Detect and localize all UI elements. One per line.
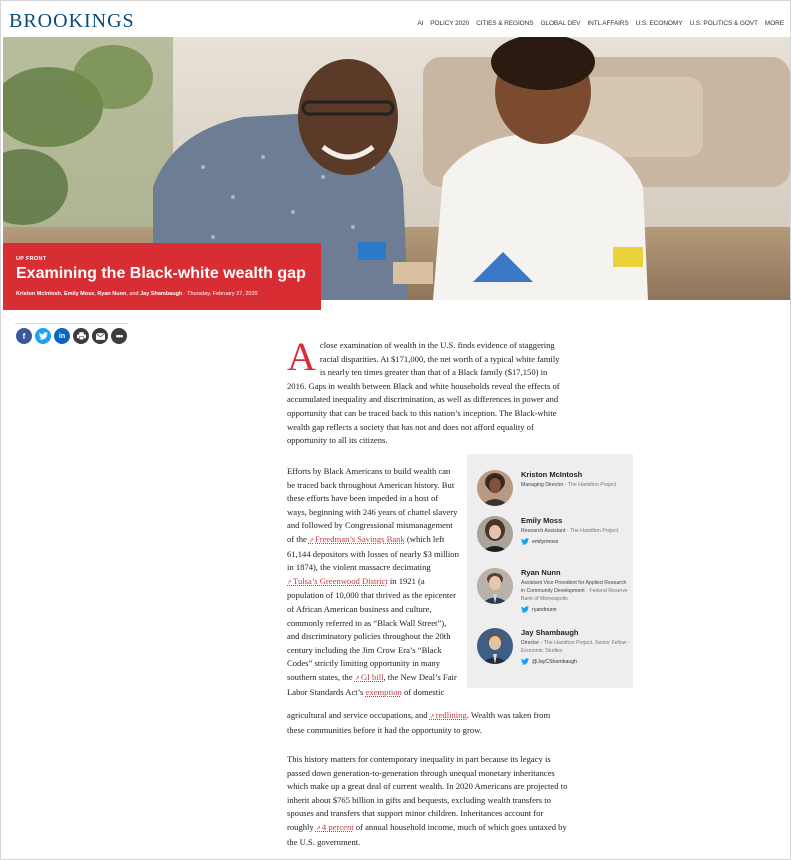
nav-item-policy-2020[interactable]: POLICY 2020	[430, 20, 470, 27]
author-twitter-link[interactable]	[521, 658, 631, 665]
link-gi-bill[interactable]	[355, 672, 384, 682]
author-name[interactable]: Jay Shambaugh	[521, 628, 579, 637]
author-name[interactable]: Ryan Nunn	[521, 568, 561, 577]
link-4-percent[interactable]	[316, 822, 354, 832]
link-text: GI bill	[360, 671, 384, 682]
publish-date: Thursday, February 27, 2020	[187, 291, 258, 297]
author-twitter-link[interactable]	[521, 538, 631, 545]
author-twitter-link[interactable]	[521, 606, 631, 613]
email-icon[interactable]	[92, 328, 108, 344]
link-tulsa-greenwood-district[interactable]	[287, 576, 388, 586]
author-title: Assistant Vice President for Applied Research in Community Development	[521, 580, 627, 594]
brookings-logo[interactable]: BROOKINGS	[9, 10, 135, 32]
article-title: Examining the Black-white wealth gap	[16, 265, 306, 282]
author-title: Managing Director	[521, 482, 564, 488]
twitter-icon[interactable]	[35, 328, 51, 344]
author-info	[521, 568, 631, 613]
authors-box	[467, 454, 633, 688]
paragraph-text: of annual household income, much of which goes untaxed by the U.S. government.	[287, 821, 567, 847]
link-text: Freedman’s Savings Bank	[315, 533, 405, 544]
avatar[interactable]	[477, 516, 513, 552]
byline-author-nunn[interactable]: Ryan Nunn	[97, 291, 127, 297]
twitter-icon	[521, 538, 529, 545]
byline-separator: ,	[60, 291, 64, 297]
author-info	[521, 470, 631, 489]
link-freedmans-savings-bank[interactable]	[309, 534, 405, 544]
nav-item-more[interactable]: MORE	[764, 20, 784, 27]
share-bar	[16, 328, 127, 344]
author-role	[521, 579, 631, 603]
nav-item-us-economy[interactable]: U.S. ECONOMY	[635, 20, 683, 27]
drop-cap: A	[287, 334, 316, 379]
nav-item-cities-regions[interactable]: CITIES & REGIONS	[476, 20, 534, 27]
byline-separator: ,	[94, 291, 98, 297]
author-info	[521, 628, 631, 665]
section-kicker[interactable]: UP FRONT	[16, 256, 47, 262]
link-redlining[interactable]	[430, 710, 467, 720]
byline-author-shambaugh[interactable]: Jay Shambaugh	[140, 291, 183, 297]
paragraph-history	[287, 465, 459, 699]
external-link-icon: ↗	[429, 713, 435, 720]
author-name[interactable]: Kriston McIntosh	[521, 470, 583, 479]
lead-paragraph	[287, 334, 565, 448]
avatar[interactable]	[477, 568, 513, 604]
byline-author-moss[interactable]: Emily Moss	[63, 291, 95, 297]
author-title: Director	[521, 640, 540, 646]
external-link-icon: ↗	[354, 674, 360, 682]
author-org: - The Hamilton Project	[563, 482, 617, 488]
author-org: - Federal Reserve Bank of Minneapolis	[521, 588, 628, 602]
nav-item-us-politics-govt[interactable]: U.S. POLITICS & GOVT	[689, 20, 758, 27]
author-name[interactable]: Emily Moss	[521, 516, 563, 525]
author-org: - The Hamilton Project, Senior Fellow - Economic Studies	[521, 640, 630, 654]
twitter-icon	[521, 658, 529, 665]
author-role	[521, 527, 631, 535]
main-nav	[417, 20, 784, 27]
paragraph-text: in 1921 (a population of 10,000 that thrived as the epicenter of African American business and culture, commonly referred to as “Black Wall Street”), and discriminatory policies throughout the 20th century including the Jim Crow Era’s “Black Codes” strictly limiting opportunity in many southern states, the	[287, 575, 456, 682]
paragraph-text: (which left 61,144 depositors with losses of nearly $3 million in 1874), the violent massacre decimating	[287, 533, 459, 573]
lead-text: close examination of wealth in the U.S. finds evidence of staggering racial disparities. At $171,000, the net worth of a typical white family is nearly ten times greater than that of a Black family ($17,150) in 2016. Gaps in wealth between Black and white households reveal the effects of accumulated inequality and discrimination, as well as differences in power and opportunity that can be traced back to this nation’s inception. The Black-white wealth gap reflects a society that has not and does not afford equality of opportunity to all its citizens.	[287, 340, 560, 446]
article-title-box	[3, 243, 321, 310]
paragraph-inheritance	[287, 753, 571, 849]
paragraph-text: agricultural and service occupations, and	[287, 710, 430, 720]
link-text: exemption	[365, 686, 402, 697]
external-link-icon: ↗	[287, 578, 293, 586]
nav-item-ai[interactable]: AI	[417, 20, 424, 27]
paragraph-history-continued	[287, 709, 567, 737]
twitter-icon	[521, 606, 529, 613]
author-title: Research Assistant	[521, 528, 566, 534]
nav-item-intl-affairs[interactable]: INTL AFFAIRS	[587, 20, 629, 27]
byline-author-mcintosh[interactable]: Kriston McIntosh	[16, 291, 61, 297]
print-icon[interactable]	[73, 328, 89, 344]
author-twitter-handle: ryandnunn	[532, 606, 557, 613]
byline-date-separator: ·	[182, 291, 188, 297]
author-info	[521, 516, 631, 545]
linkedin-icon[interactable]: in	[54, 328, 70, 344]
link-text: Tulsa’s Greenwood District	[293, 575, 388, 586]
external-link-icon: ↗	[308, 536, 314, 544]
paragraph-text: , the New Deal’s Fair Labor Standards Act’s	[287, 671, 457, 697]
author-role	[521, 481, 631, 489]
site-header	[1, 1, 790, 37]
paragraph-text: Efforts by Black Americans to build wealth can be traced back throughout American history. But these efforts have been impeded in a host of ways, beginning with 246 years of chattel slavery and followed by Congressional mismanagement of the	[287, 466, 458, 544]
author-twitter-handle: emilyrmoss	[532, 538, 559, 545]
share-divider	[15, 323, 128, 324]
author-org: - The Hamilton Project	[565, 528, 619, 534]
paragraph-text: This history matters for contemporary inequality in part because its legacy is passed down generation-to-generation through unequal monetary inheritances which make up a great deal of current wealth. In 2020 Americans are projected to inherit about $765 billion in gifts and bequests, excluding wealth transfers to spouses and transfers that support minor children. Inheritances account for roughly	[287, 754, 568, 832]
external-link-icon: ↗	[315, 824, 321, 832]
more-icon[interactable]: •••	[111, 328, 127, 344]
facebook-icon[interactable]: f	[16, 328, 32, 344]
author-role	[521, 639, 631, 655]
byline-separator: , and	[126, 291, 141, 297]
paragraph-text: . Wealth was taken from these communities before it had the opportunity to grow.	[287, 710, 551, 735]
avatar[interactable]	[477, 470, 513, 506]
avatar[interactable]	[477, 628, 513, 664]
link-exemption[interactable]	[366, 687, 402, 697]
link-text: 4 percent	[321, 821, 354, 832]
nav-item-global-dev[interactable]: GLOBAL DEV	[540, 20, 581, 27]
link-text: redlining	[435, 710, 467, 720]
byline	[16, 291, 258, 297]
paragraph-text: of domestic	[401, 686, 445, 697]
author-twitter-handle: @JayCShambaugh	[532, 658, 578, 665]
